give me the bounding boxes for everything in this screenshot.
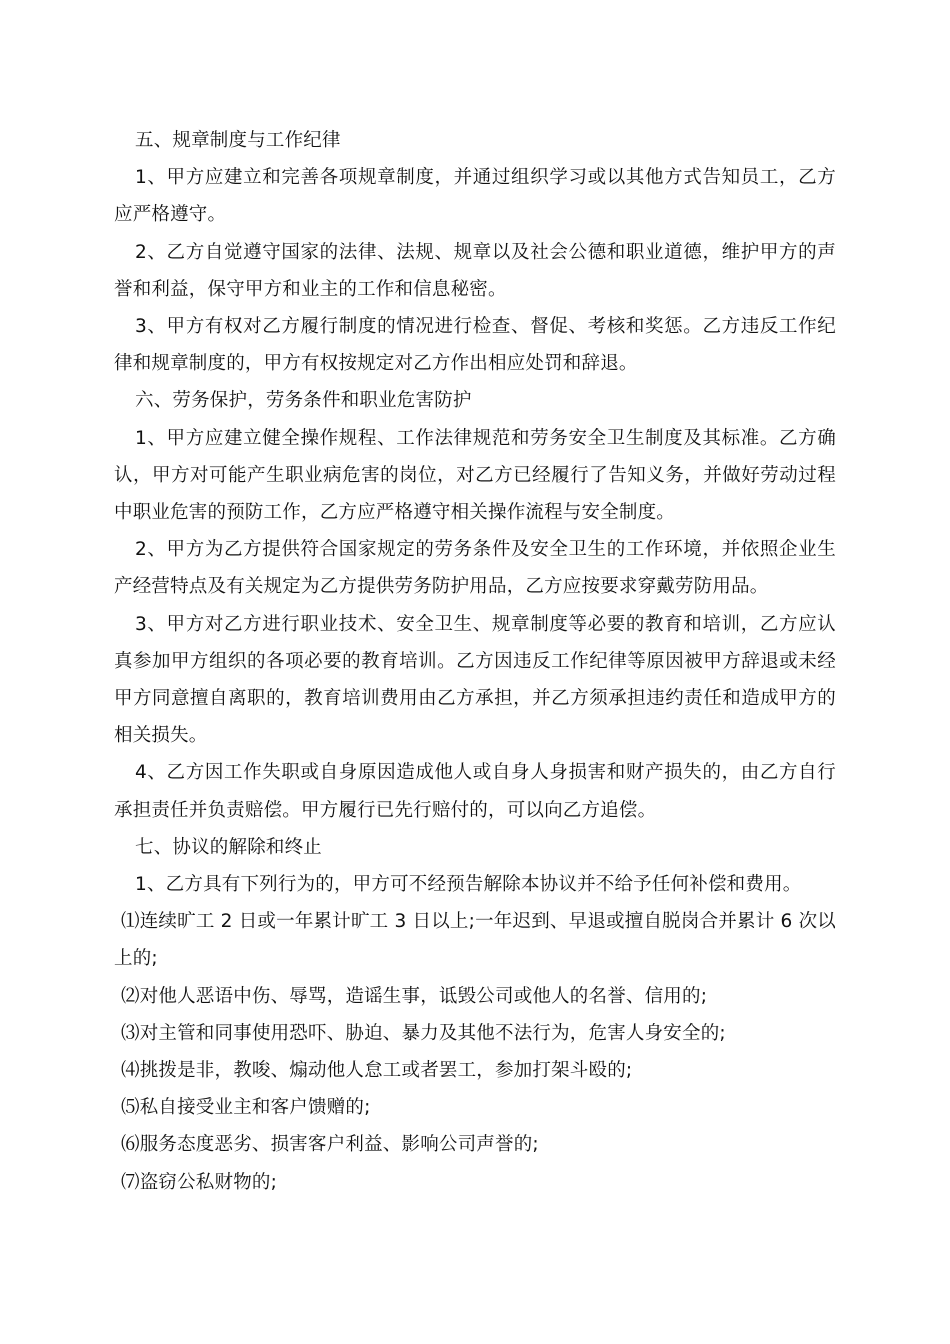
rules-clause-2: 2、乙方自觉遵守国家的法律、法规、规章以及社会公德和职业道德，维护甲方的声誉和利益，保守甲方和业主的工作和信息秘密。 xyxy=(114,241,836,300)
rules-clause-3: 3、甲方有权对乙方履行制度的情况进行检查、督促、考核和奖惩。乙方违反工作纪律和规章制度的，甲方有权按规定对乙方作出相应处罚和辞退。 xyxy=(114,316,836,375)
termination-clause-1: 1、乙方具有下列行为的，甲方可不经预告解除本协议并不给予任何补偿和费用。 xyxy=(135,874,802,896)
termination-item-4: ⑷挑拨是非，教唆、煽动他人怠工或者罢工，参加打架斗殴的; xyxy=(121,1060,633,1082)
termination-item-5: ⑸私自接受业主和客户馈赠的; xyxy=(121,1097,371,1119)
rules-clause-1: 1、甲方应建立和完善各项规章制度，并通过组织学习或以其他方式告知员工，乙方应严格遵守。 xyxy=(114,167,836,226)
termination-item-6: ⑹服务态度恶劣、损害客户利益、影响公司声誉的; xyxy=(121,1134,539,1156)
termination-item-3: ⑶对主管和同事使用恐吓、胁迫、暴力及其他不法行为，危害人身安全的; xyxy=(121,1022,726,1044)
protection-clause-3: 3、甲方对乙方进行职业技术、安全卫生、规章制度等必要的教育和培训，乙方应认真参加甲方组织的各项必要的教育培训。乙方因违反工作纪律等原因被甲方辞退或未经甲方同意擅自离职的，教育培训费用由乙方承担，并乙方须承担违约责任和造成甲方的相关损失。 xyxy=(114,613,836,747)
protection-clause-2: 2、甲方为乙方提供符合国家规定的劳务条件及安全卫生的工作环境，并依照企业生产经营特点及有关规定为乙方提供劳务防护用品，乙方应按要求穿戴劳防用品。 xyxy=(114,539,836,598)
section-heading-rules: 五、规章制度与工作纪律 xyxy=(135,130,341,151)
termination-item-2: ⑵对他人恶语中伤、辱骂，造谣生事，诋毁公司或他人的名誉、信用的; xyxy=(121,985,708,1007)
protection-clause-4: 4、乙方因工作失职或自身原因造成他人或自身人身损害和财产损失的，由乙方自行承担责任并负责赔偿。甲方履行已先行赔付的，可以向乙方追偿。 xyxy=(114,762,836,821)
protection-clause-1: 1、甲方应建立健全操作规程、工作法律规范和劳务安全卫生制度及其标准。乙方确认，甲方对可能产生职业病危害的岗位，对乙方已经履行了告知义务，并做好劳动过程中职业危害的预防工作，乙方应严格遵守相关操作流程与安全制度。 xyxy=(114,427,836,524)
termination-item-1: ⑴连续旷工 2 日或一年累计旷工 3 日以上;一年迟到、早退或擅自脱岗合并累计 6 次以上的; xyxy=(114,911,836,970)
document-body xyxy=(114,122,836,1201)
termination-item-7: ⑺盗窃公私财物的; xyxy=(121,1171,278,1193)
section-heading-protection: 六、劳务保护，劳务条件和职业危害防护 xyxy=(135,390,472,412)
section-heading-termination: 七、协议的解除和终止 xyxy=(135,836,323,858)
